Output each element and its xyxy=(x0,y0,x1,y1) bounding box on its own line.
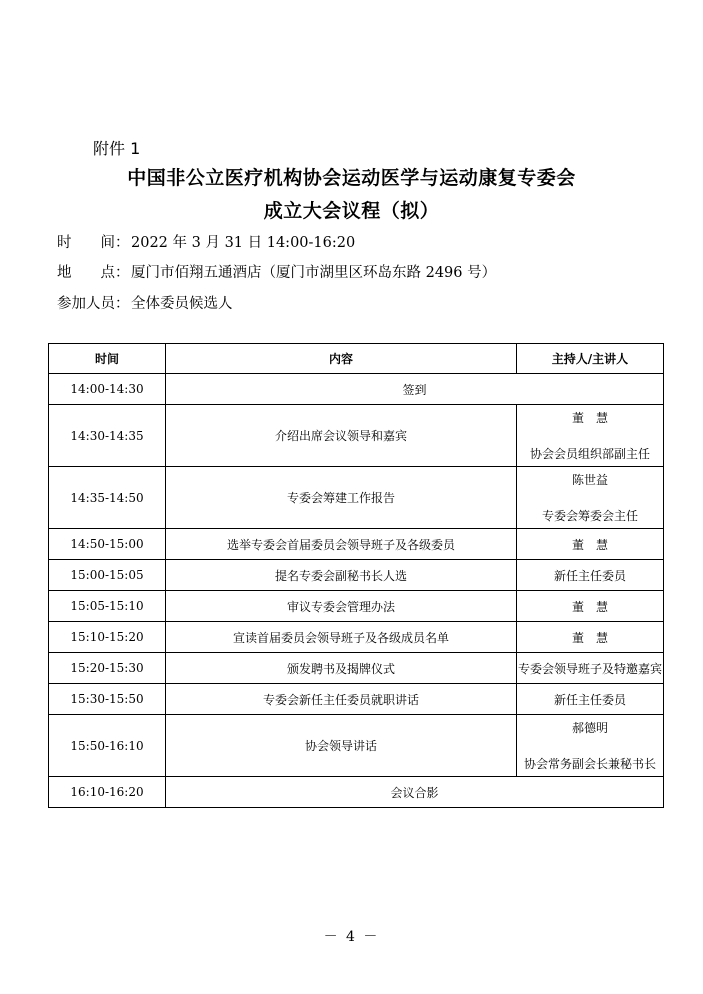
cell-time: 15:10-15:20 xyxy=(49,622,166,653)
cell-content: 签到 xyxy=(166,374,664,405)
host-name: 董 慧 xyxy=(571,410,608,425)
cell-content: 介绍出席会议领导和嘉宾 xyxy=(166,405,517,467)
meta-time xyxy=(57,231,355,252)
cell-time: 15:05-15:10 xyxy=(49,591,166,622)
cell-host xyxy=(517,405,664,467)
cell-time: 14:00-14:30 xyxy=(49,374,166,405)
cell-host: 专委会领导班子及特邀嘉宾 xyxy=(517,653,664,684)
document-title: 中国非公立医疗机构协会运动医学与运动康复专委会 xyxy=(127,167,576,189)
meta-place xyxy=(57,261,496,282)
cell-time: 15:00-15:05 xyxy=(49,560,166,591)
table-row xyxy=(49,374,664,405)
cell-content: 宣读首届委员会领导班子及各级成员名单 xyxy=(166,622,517,653)
table-row xyxy=(49,684,664,715)
cell-time: 14:50-15:00 xyxy=(49,529,166,560)
table-row xyxy=(49,777,664,808)
cell-content: 协会领导讲话 xyxy=(166,715,517,777)
cell-time: 16:10-16:20 xyxy=(49,777,166,808)
cell-time: 14:30-14:35 xyxy=(49,405,166,467)
host-name: 陈世益 xyxy=(571,472,608,487)
table-row xyxy=(49,653,664,684)
cell-host: 董 慧 xyxy=(517,591,664,622)
host-title: 专委会筹委会主任 xyxy=(541,508,638,523)
cell-content: 专委会筹建工作报告 xyxy=(166,467,517,529)
cell-host: 新任主任委员 xyxy=(517,684,664,715)
meta-people-label: 参加人员： xyxy=(57,296,130,312)
cell-content: 提名专委会副秘书长人选 xyxy=(166,560,517,591)
meta-people xyxy=(57,292,233,313)
table-header-row xyxy=(49,344,664,374)
cell-host: 董 慧 xyxy=(517,529,664,560)
header-time: 时间 xyxy=(49,344,166,374)
table-row xyxy=(49,715,664,777)
cell-host: 董 慧 xyxy=(517,622,664,653)
meta-place-label: 地 点： xyxy=(57,265,130,281)
table-row xyxy=(49,622,664,653)
cell-time: 14:35-14:50 xyxy=(49,467,166,529)
cell-content: 专委会新任主任委员就职讲话 xyxy=(166,684,517,715)
cell-host xyxy=(517,467,664,529)
meta-people-value: 全体委员候选人 xyxy=(131,296,233,312)
host-title: 协会常务副会长兼秘书长 xyxy=(523,756,656,771)
header-host: 主持人/主讲人 xyxy=(517,344,664,374)
document-subtitle: 成立大会议程（拟） xyxy=(263,200,440,222)
cell-host: 新任主任委员 xyxy=(517,560,664,591)
table-row xyxy=(49,560,664,591)
agenda-table xyxy=(48,343,664,808)
table-row xyxy=(49,591,664,622)
table-row xyxy=(49,467,664,529)
header-content: 内容 xyxy=(166,344,517,374)
cell-time: 15:30-15:50 xyxy=(49,684,166,715)
table-row xyxy=(49,529,664,560)
cell-time: 15:50-16:10 xyxy=(49,715,166,777)
table-row xyxy=(49,405,664,467)
meta-time-value: 2022 年 3 月 31 日 14:00-16:20 xyxy=(131,235,356,251)
cell-host xyxy=(517,715,664,777)
cell-content: 审议专委会管理办法 xyxy=(166,591,517,622)
meta-place-value: 厦门市佰翔五通酒店（厦门市湖里区环岛东路 2496 号） xyxy=(131,265,497,281)
cell-content: 选举专委会首届委员会领导班子及各级委员 xyxy=(166,529,517,560)
attachment-label: 附件 1 xyxy=(93,139,141,158)
meta-time-label: 时 间： xyxy=(57,235,130,251)
cell-content: 颁发聘书及揭牌仪式 xyxy=(166,653,517,684)
page-number: － 4 － xyxy=(323,929,380,945)
cell-content: 会议合影 xyxy=(166,777,664,808)
host-title: 协会会员组织部副主任 xyxy=(529,446,650,461)
cell-time: 15:20-15:30 xyxy=(49,653,166,684)
host-name: 郝德明 xyxy=(571,720,608,735)
